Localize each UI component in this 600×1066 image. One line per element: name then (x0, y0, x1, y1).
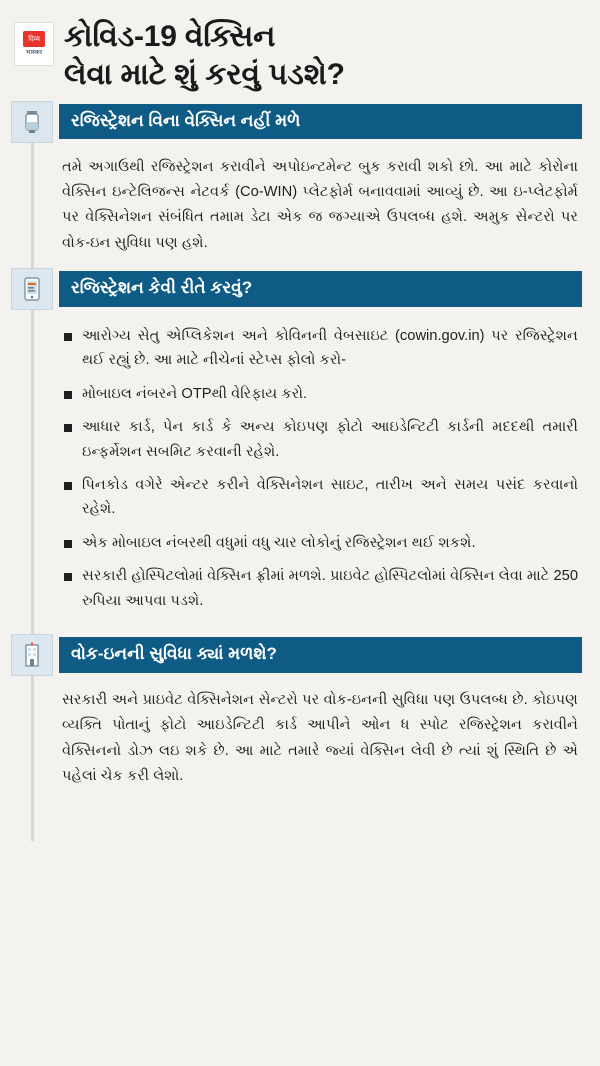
list-item: એક મોબાઇલ નંબરથી વધુમાં વધુ ચાર લોકોનું રજિસ્ટ્રેશન થઈ શકશે. (62, 531, 578, 555)
vaccine-bottle-icon (11, 101, 53, 143)
content-body (0, 101, 600, 841)
list-item: આધાર કાર્ડ, પેન કાર્ડ કે અન્ય કોઇપણ ફોટો આઇડેન્ટિટી કાર્ડની મદદથી તમારી ઇન્ફર્મેશન સબમિટ કરવાની રહેશે. (62, 415, 578, 464)
mobile-registration-icon (11, 268, 53, 310)
section-registration-required (0, 101, 582, 262)
section-title: રજિસ્ટ્રેશન વિના વેક્સિન નહીં મળે (59, 104, 582, 139)
logo-mark-icon (23, 31, 45, 47)
page-title (64, 16, 345, 95)
section-paragraph: સરકારી અને પ્રાઇવેટ વેક્સિનેશન સેન્ટરો પર વોક-ઇનની સુવિધા પણ ઉપલબ્ધ છે. કોઇપણ વ્યક્તિ પોતાનું ફોટો આઇડેન્ટિટી કાર્ડ આપીને ઓન ધ સ્પોટ રજિસ્ટ્રેશન કરાવીને વેક્સિનનો ડોઝ લઇ શકે છે. આ માટે તમારે જ્યાં વેક્સિન લેવી છે ત્યાં શું સ્થિતિ છે એ પહેલાં ચેક કરી લેશો. (62, 691, 578, 784)
section-title: વોક-ઇનની સુવિધા ક્યાં મળશે? (59, 637, 582, 672)
section-title: રજિસ્ટ્રેશન કેવી રીતે કરવું? (59, 271, 582, 306)
header (0, 0, 600, 101)
headline-line-1: કોવિડ-19 વેક્સિન (64, 20, 276, 53)
logo-mark-text: दिव्य (28, 35, 40, 43)
list-item: આરોગ્ય સેતુ એપ્લિકેશન અને કોવિનની વેબસાઇટ (cowin.gov.in) પર રજિસ્ટ્રેશન થઈ રહ્યું છે. આ માટે નીચેનાં સ્ટેપ્સ ફોલો કરો- (62, 324, 578, 373)
section-points (62, 314, 582, 628)
section-how-to-register (0, 268, 582, 628)
section-paragraph: તમે અગાઉથી રજિસ્ટ્રેશન કરાવીને અપોઇન્ટમેન્ટ બુક કરાવી શકો છો. આ માટે કોરોના વેક્સિન ઇન્ટેલિજન્સ નેટવર્ક (Co-WIN) પ્લેટફોર્મ બનાવવામાં આવ્યું છે. આ ઇ-પ્લેટફોર્મ પર વેક્સિનેશન સંબંધિત તમામ ડેટા એક જ જગ્યાએ ઉપલબ્ધ હશે. અમુક સેન્ટરો પર વોક-ઇન સુવિધા પણ હશે. (62, 158, 578, 251)
section-header (0, 268, 582, 310)
hospital-building-icon (11, 634, 53, 676)
publisher-logo (14, 22, 54, 66)
list-item: સરકારી હોસ્પિટલોમાં વેક્સિન ફ્રીમાં મળશે. પ્રાઇવેટ હોસ્પિટલોમાં વેક્સિન લેવા માટે 250 રુપિયા આપવા પડશે. (62, 564, 578, 613)
points-list (62, 324, 578, 613)
logo-caption: भास्कर (25, 49, 43, 57)
section-header (0, 101, 582, 143)
list-item: મોબાઇલ નંબરને OTPથી વેરિફાય કરો. (62, 382, 578, 406)
headline-line-2: લેવા માટે શું કરવું પડશે? (64, 58, 345, 92)
section-header (0, 634, 582, 676)
section-walk-in-facility (0, 634, 582, 795)
bottom-spacer (0, 801, 582, 841)
list-item: પિનકોડ વગેરે એન્ટર કરીને વેક્સિનેશન સાઇટ, તારીખ અને સમય પસંદ કરવાનો રહેશે. (62, 473, 578, 522)
